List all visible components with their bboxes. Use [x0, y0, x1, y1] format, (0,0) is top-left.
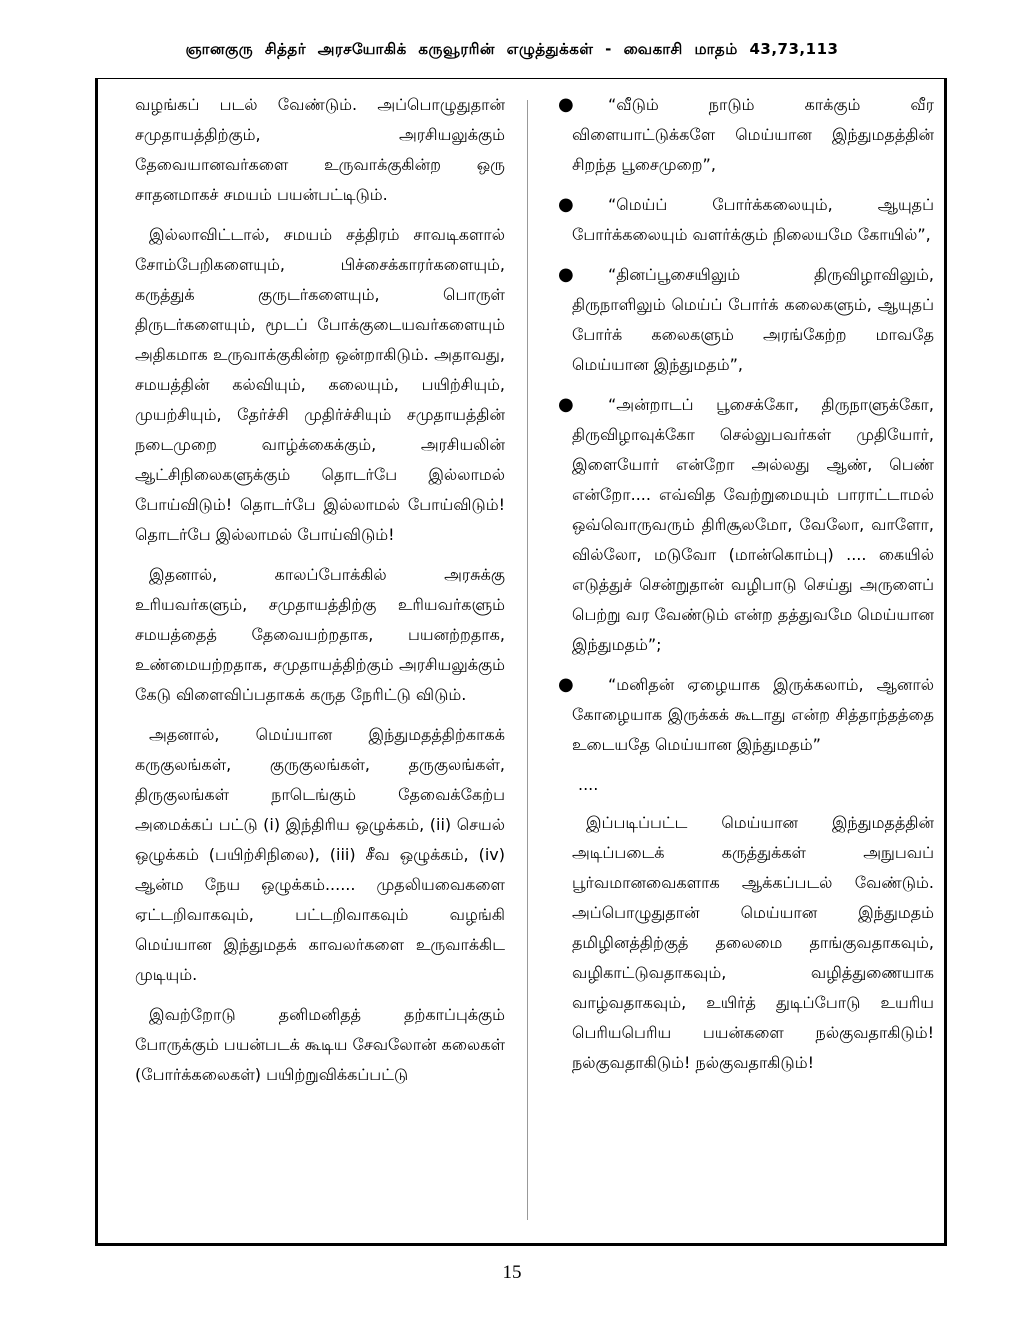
bullet-text: “அன்றாடப் பூசைக்கோ, திருநாளுக்கோ, திருவிழாவுக்கோ செல்லுபவர்கள் முதியோர், இளையோர் என்றோ அல்லது ஆண், பெண் என்றோ.... எவ்வித வேற்றுமையும் பாராட்டாமல் ஒவ்வொருவரும் திரிசூலமோ, வேலோ, வாளோ, வில்லோ, மடுவோ (மான்கொம்பு) .... கையில் எடுத்துச் சென்றுதான் வழிபாடு செய்து அருளைப் பெற்று வர வேண்டும் என்ற தத்துவமே மெய்யான இந்துமதம்”; [572, 395, 934, 654]
list-item [558, 260, 934, 380]
paragraph: இப்படிப்பட்ட மெய்யான இந்துமதத்தின் அடிப்படைக் கருத்துக்கள் அநுபவப் பூர்வமானவைகளாக ஆக்கப்படல் வேண்டும். அப்பொழுதுதான் மெய்யான இந்துமதம் தமிழினத்திற்குத் தலைமை தாங்குவதாகவும், வழிகாட்டுவதாகவும், வழித்துணையாக வாழ்வதாகவும், உயிர்த் துடிப்போடு உயரிய பெரியபெரிய பயன்களை நல்குவதாகிடும்! நல்குவதாகிடும்! நல்குவதாகிடும்! [572, 813, 934, 1072]
list-item [558, 390, 934, 660]
list-item [558, 90, 934, 180]
paragraph: இவற்றோடு தனிமனிதத் தற்காப்புக்கும் போருக்கும் பயன்படக் கூடிய சேவலோன் கலைகள் (போர்க்கலைகள்) பயிற்றுவிக்கப்பட்டு [135, 1005, 505, 1084]
bullet-icon: ● [558, 394, 574, 415]
column-divider [527, 100, 528, 1220]
page-header: ஞானகுரு சித்தர் அரசயோகிக் கருவூரரின் எழுத்துக்கள் - வைகாசி மாதம் 43,73,113 [185, 40, 839, 58]
paragraph: இல்லாவிட்டால், சமயம் சத்திரம் சாவடிகளால் சோம்பேறிகளையும், பிச்சைக்காரர்களையும், கருத்துக் குருடர்களையும், பொருள் திருடர்களையும், மூடப் போக்குடையவர்களையும் அதிகமாக உருவாக்குகின்ற ஒன்றாகிடும். அதாவது, சமயத்தின் கல்வியும், கலையும், பயிற்சியும், முயற்சியும், தேர்ச்சி முதிர்ச்சியும் சமுதாயத்தின் நடைமுறை வாழ்க்கைக்கும், அரசியலின் ஆட்சிநிலைகளுக்கும் தொடர்பே இல்லாமல் போய்விடும்! தொடர்பே இல்லாமல் போய்விடும்! தொடர்பே இல்லாமல் போய்விடும்! [135, 225, 505, 544]
bullet-icon: ● [558, 674, 574, 695]
bullet-icon: ● [558, 264, 574, 285]
page-number: 15 [502, 1262, 522, 1283]
list-item [558, 190, 934, 250]
list-item [558, 670, 934, 760]
paragraph: வழங்கப் படல் வேண்டும். அப்பொழுதுதான் சமுதாயத்திற்கும், அரசியலுக்கும் தேவையானவர்களை உருவாக்குகின்ற ஒரு சாதனமாகச் சமயம் பயன்பட்டிடும். [135, 95, 505, 204]
paragraph: அதனால், மெய்யான இந்துமதத்திற்காகக் கருகுலங்கள், குருகுலங்கள், தருகுலங்கள், திருகுலங்கள் நாடெங்கும் தேவைக்கேற்ப அமைக்கப் பட்டு (i) இந்திரிய ஒழுக்கம், (ii) செயல் ஒழுக்கம் (பயிற்சிநிலை), (iii) சீவ ஒழுக்கம், (iv) ஆன்ம நேய ஒழுக்கம்...... முதலியவைகளை ஏட்டறிவாகவும், பட்டறிவாகவும் வழங்கி மெய்யான இந்துமதக் காவலர்களை உருவாக்கிட முடியும். [135, 725, 505, 984]
bullet-icon: ● [558, 94, 574, 115]
left-column [135, 90, 505, 1100]
bullet-text: “தினப்பூசையிலும் திருவிழாவிலும், திருநாளிலும் மெய்ப் போர்க் கலைகளும், ஆயுதப் போர்க் கலைகளும் அரங்கேற்ற மாவதே மெய்யான இந்துமதம்”, [572, 265, 934, 374]
bullet-icon: ● [558, 194, 574, 215]
ellipsis: .... [578, 775, 599, 794]
right-column [558, 90, 934, 1088]
bullet-text: “மெய்ப் போர்க்கலையும், ஆயுதப் போர்க்கலையும் வளர்க்கும் நிலையமே கோயில்”, [572, 195, 934, 244]
paragraph: இதனால், காலப்போக்கில் அரசுக்கு உரியவர்களும், சமுதாயத்திற்கு உரியவர்களும் சமயத்தைத் தேவையற்றதாக, பயனற்றதாக, உண்மையற்றதாக, சமுதாயத்திற்கும் அரசியலுக்கும் கேடு விளைவிப்பதாகக் கருத நேரிட்டு விடும். [135, 565, 505, 704]
bullet-list [558, 90, 934, 760]
bullet-text: “வீடும் நாடும் காக்கும் வீர விளையாட்டுக்களே மெய்யான இந்துமதத்தின் சிறந்த பூசைமுறை”, [572, 95, 934, 174]
bullet-text: “மனிதன் ஏழையாக இருக்கலாம், ஆனால் கோழையாக இருக்கக் கூடாது என்ற சித்தாந்தத்தை உடையதே மெய்யான இந்துமதம்” [572, 675, 934, 754]
